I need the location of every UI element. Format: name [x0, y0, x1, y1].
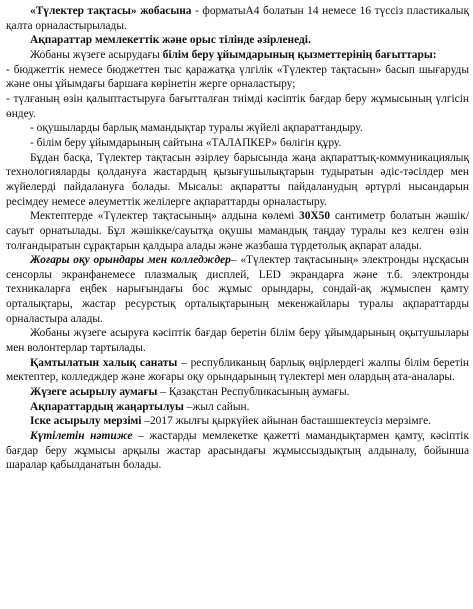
format-text: - форматыА4 болатын 14 немесе 16 түссіз пластикалық қалта орналастырылады.	[6, 5, 469, 32]
paragraph-term	[6, 414, 469, 429]
list-item-text: - білім беру ұйымдарының сайтына «ТАЛАПКЕР» бөлігін құру.	[30, 136, 342, 149]
paragraph-text: Мектептерде «Түлектер тақтасының» алдына көлемі	[30, 210, 300, 223]
paragraph-update	[6, 400, 469, 415]
population-heading: Қамтылатын халық санаты	[30, 356, 178, 369]
directions-intro: Жобаны жүзеге асырудағы	[30, 48, 163, 61]
paragraph-universities	[6, 253, 469, 326]
universities-heading: Жоғары оқу орындары мен колледждер	[30, 254, 231, 267]
languages-heading: Ақпараттар мемлекеттік және орыс тілінде әзірленеді.	[30, 34, 311, 47]
paragraph-territory	[6, 385, 469, 400]
paragraph-languages	[6, 33, 469, 48]
list-item-website	[6, 136, 469, 151]
directions-heading: білім беру ұйымдарының қызметтерінің бағыттары:	[162, 48, 437, 61]
list-item-model	[6, 92, 469, 121]
list-item-printing	[6, 63, 469, 92]
paragraph-text: –2017 жылғы қыркүйек айынан басташшектеусіз мерзімге.	[141, 415, 432, 428]
paragraph-text: – республиканың барлық өңірлердегі жалпы білім беретін мектептер, колледждер және жоғары оқу орындарының түлектері мен олардың ата-аналары.	[6, 356, 469, 384]
list-item-text: - бюджеттік немесе бюджеттен тыс қаражатқа үлгілік «Түлектер тақтасын» басып шығаруды және оны ұйымдағы баршаға көрінетін жерге орналастыру;	[6, 63, 469, 91]
list-item-text: - түлғаның өзін қалыптастыруға бағытталған тиімді кәсіптік бағдар беру жұмысының үлгісін өндеу.	[6, 92, 469, 120]
paragraph-text: –жыл сайын.	[183, 400, 250, 413]
paragraph-text: Бұдан басқа, Түлектер тақтасын әзірлеу барысында жаңа ақпараттық-коммуникациялық технологияларды қолдануға жастардың қызығушылықтарын тудыратын әдіс-тәсілдер мен жүйелерді пайдалануға болады. Мысалы: ақпаратты пайдаланудың әртүрлі нысандарын ресімдеу немесе әлеуметтік желілерге ақпараттарды орналастыру.	[6, 151, 469, 208]
paragraph-population	[6, 356, 469, 385]
result-heading: Күтілетін нәтиже	[30, 430, 133, 443]
paragraph-box	[6, 209, 469, 253]
project-name: «Түлектер тақтасы» жобасына	[30, 5, 192, 17]
paragraph-result	[6, 429, 469, 473]
term-heading: Іске асырылу мерзімі	[30, 415, 142, 428]
paragraph-directions-heading	[6, 48, 469, 63]
territory-heading: Жүзеге асырылу аумағы	[30, 386, 158, 399]
paragraph-participants	[6, 326, 469, 355]
paragraph-format	[6, 4, 469, 33]
list-item-informing	[6, 121, 469, 136]
paragraph-text: Жобаны жүзеге асыруға кәсіптік бағдар беретін білім беру ұйымдарының оқытушылары мен волонтерлар тартылады.	[6, 327, 469, 355]
update-heading: Ақпараттардың жаңартылуы	[30, 400, 184, 413]
box-size: 30X50	[299, 210, 331, 223]
paragraph-text: – Қазақстан Республикасының аумағы.	[157, 386, 350, 399]
list-item-text: - оқушыларды барлық мамандықтар туралы жүйелі ақпараттандыру.	[30, 122, 363, 135]
paragraph-text: – «Түлектер тақтасының» электронды нұсқасын сенсорлы экранфанемесе плазмалық дисплей, LED экрандарға және т.б. электронды техникаларға еңбек нарығындағы бос жұмыс орындары, сондай-ақ жұмыспен қамту орталықтары, жастар ресурстық орталықтарының мекенжайлары туралы ақпараттарды орналастыра алады.	[6, 254, 469, 325]
paragraph-technologies	[6, 151, 469, 210]
paragraph-text: сантиметр болатын жәшік/сауыт орнатылады. Бұл жәшікке/сауытқа оқушы мамандық таңдау туралы кез келген өзін толғандыратын сұрақтарын қалдыра алады және жазбаша түрдетолық ақпарат алады.	[6, 210, 469, 252]
paragraph-text: – жастарды мемлекетке қажетті мамандықтармен қамту, кәсіптік бағдар беру жұмысы арқылы жастар арасындағы жұмыссыздықтың алдыналу, бойынша шаралар қабылданатын болады.	[6, 430, 469, 472]
